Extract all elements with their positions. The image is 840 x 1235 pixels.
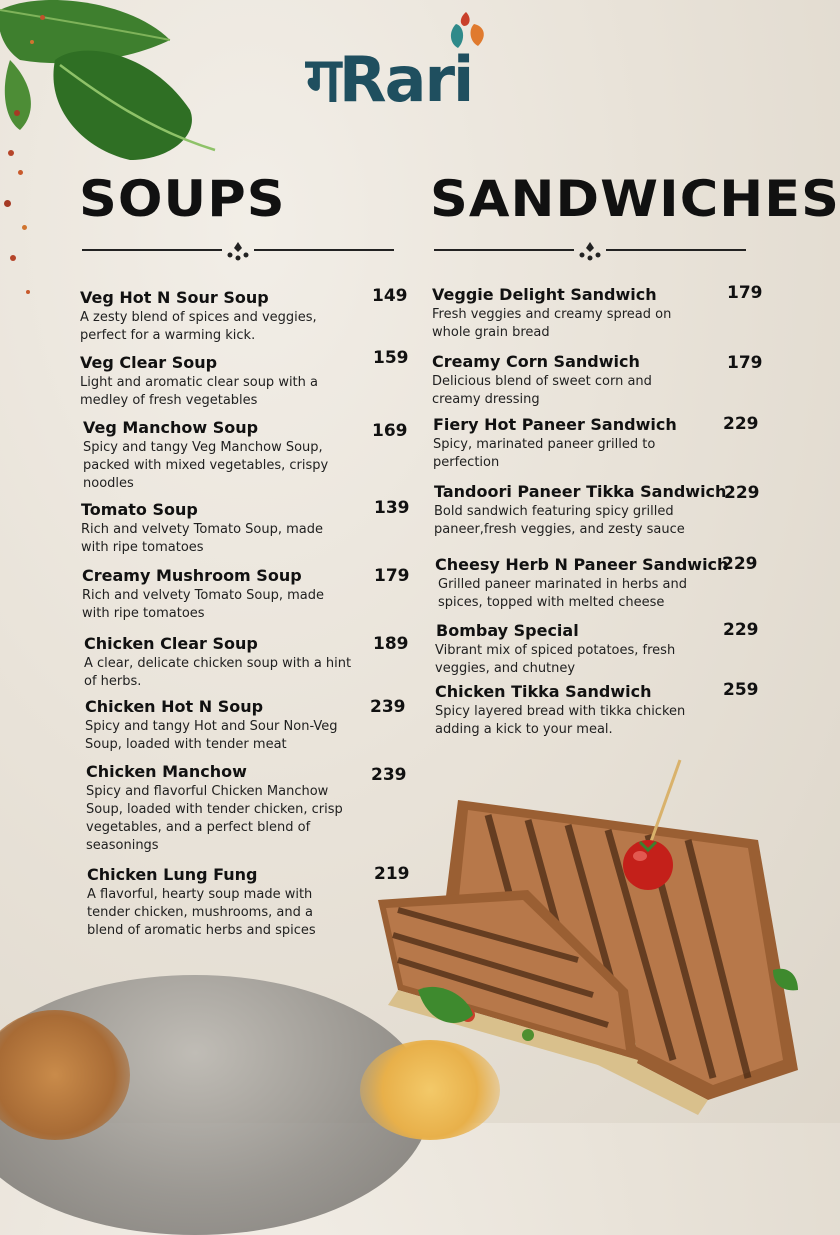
item-name: Creamy Mushroom Soup [82, 566, 302, 585]
item-price: 239 [370, 697, 406, 717]
menu-item [84, 634, 354, 691]
spice-speck [10, 255, 16, 261]
item-description: Grilled paneer marinated in herbs and spices, topped with melted cheese [438, 577, 688, 610]
item-description: Spicy and tangy Hot and Sour Non-Veg Soup, loaded with tender meat [85, 719, 338, 752]
item-price: 239 [371, 765, 407, 785]
menu-item [86, 762, 356, 855]
item-name: Chicken Tikka Sandwich [435, 682, 652, 701]
spice-speck [4, 200, 11, 207]
item-description: A clear, delicate chicken soup with a hint of herbs. [84, 656, 352, 689]
item-name: Chicken Manchow [86, 762, 247, 781]
soups-heading: SOUPS [79, 170, 286, 228]
item-price: 229 [723, 414, 759, 434]
menu-item [436, 621, 706, 678]
item-price: 229 [722, 554, 758, 574]
menu-item [80, 353, 350, 410]
logo-wordmark: गRari [306, 43, 473, 116]
item-price: 259 [723, 680, 759, 700]
menu-item [432, 285, 702, 342]
menu-item [432, 352, 702, 409]
item-price: 159 [373, 348, 409, 368]
soups-divider [82, 244, 394, 256]
item-price: 149 [372, 286, 408, 306]
menu-item [83, 418, 353, 493]
menu-item [85, 697, 355, 754]
item-name: Fiery Hot Paneer Sandwich [433, 415, 677, 434]
menu-item [435, 682, 705, 739]
item-price: 139 [374, 498, 410, 518]
divider-ornament-icon [225, 240, 251, 262]
item-price: 179 [374, 566, 410, 586]
item-name: Tomato Soup [81, 500, 198, 519]
item-name: Cheesy Herb N Paneer Sandwich [435, 555, 729, 574]
spice-speck [26, 290, 30, 294]
item-name: Veg Clear Soup [80, 353, 218, 372]
item-description: Spicy and flavorful Chicken Manchow Soup, loaded with tender chicken, crisp vegetables, and a perfect blend of seasonings [86, 784, 343, 853]
item-name: Veggie Delight Sandwich [432, 285, 657, 304]
item-name: Chicken Hot N Soup [85, 697, 264, 716]
item-description: Rich and velvety Tomato Soup, made with ripe tomatoes [82, 588, 325, 621]
item-description: Spicy layered bread with tikka chicken adding a kick to your meal. [435, 704, 686, 737]
item-price: 179 [727, 283, 763, 303]
divider-ornament-icon [577, 240, 603, 262]
item-name: Tandoori Paneer Tikka Sandwich [434, 482, 727, 501]
spice-speck [8, 150, 14, 156]
brand-logo [306, 14, 490, 114]
spice-speck [30, 40, 34, 44]
item-name: Chicken Clear Soup [84, 634, 258, 653]
menu-item [435, 555, 729, 612]
menu-item [82, 566, 352, 623]
item-name: Bombay Special [436, 621, 579, 640]
item-name: Chicken Lung Fung [87, 865, 258, 884]
item-description: Rich and velvety Tomato Soup, made with ripe tomatoes [81, 522, 324, 555]
spice-speck [14, 110, 20, 116]
item-description: Vibrant mix of spiced potatoes, fresh veggies, and chutney [435, 643, 676, 676]
menu-item [433, 415, 703, 472]
menu-item [87, 865, 347, 940]
grilled-sandwich-image [378, 760, 798, 1120]
menu-item [434, 482, 727, 539]
item-description: A zesty blend of spices and veggies, perfect for a warming kick. [80, 310, 317, 343]
sandwiches-divider [434, 244, 746, 256]
sandwiches-heading: SANDWICHES [430, 170, 840, 228]
menu-item [81, 500, 351, 557]
item-description: Spicy and tangy Veg Manchow Soup, packed with mixed vegetables, crispy noodles [83, 440, 329, 491]
item-description: Fresh veggies and creamy spread on whole grain bread [432, 307, 672, 340]
item-price: 189 [373, 634, 409, 654]
spinach-leaves-decoration [0, 0, 230, 170]
menu-item [80, 288, 350, 345]
item-name: Creamy Corn Sandwich [432, 352, 640, 371]
item-description: Spicy, marinated paneer grilled to perfection [433, 437, 656, 470]
item-description: A flavorful, hearty soup made with tender chicken, mushrooms, and a blend of aromatic herbs and spices [87, 887, 316, 938]
item-price: 229 [724, 483, 760, 503]
item-price: 219 [374, 864, 410, 884]
item-price: 169 [372, 421, 408, 441]
item-price: 179 [727, 353, 763, 373]
spice-speck [18, 170, 23, 175]
item-description: Light and aromatic clear soup with a medley of fresh vegetables [80, 375, 318, 408]
item-name: Veg Manchow Soup [83, 418, 259, 437]
spice-speck [22, 225, 27, 230]
item-price: 229 [723, 620, 759, 640]
item-description: Bold sandwich featuring spicy grilled paneer,fresh veggies, and zesty sauce [434, 504, 685, 537]
spice-speck [40, 15, 45, 20]
item-name: Veg Hot N Sour Soup [80, 288, 269, 307]
item-description: Delicious blend of sweet corn and creamy dressing [432, 374, 652, 407]
